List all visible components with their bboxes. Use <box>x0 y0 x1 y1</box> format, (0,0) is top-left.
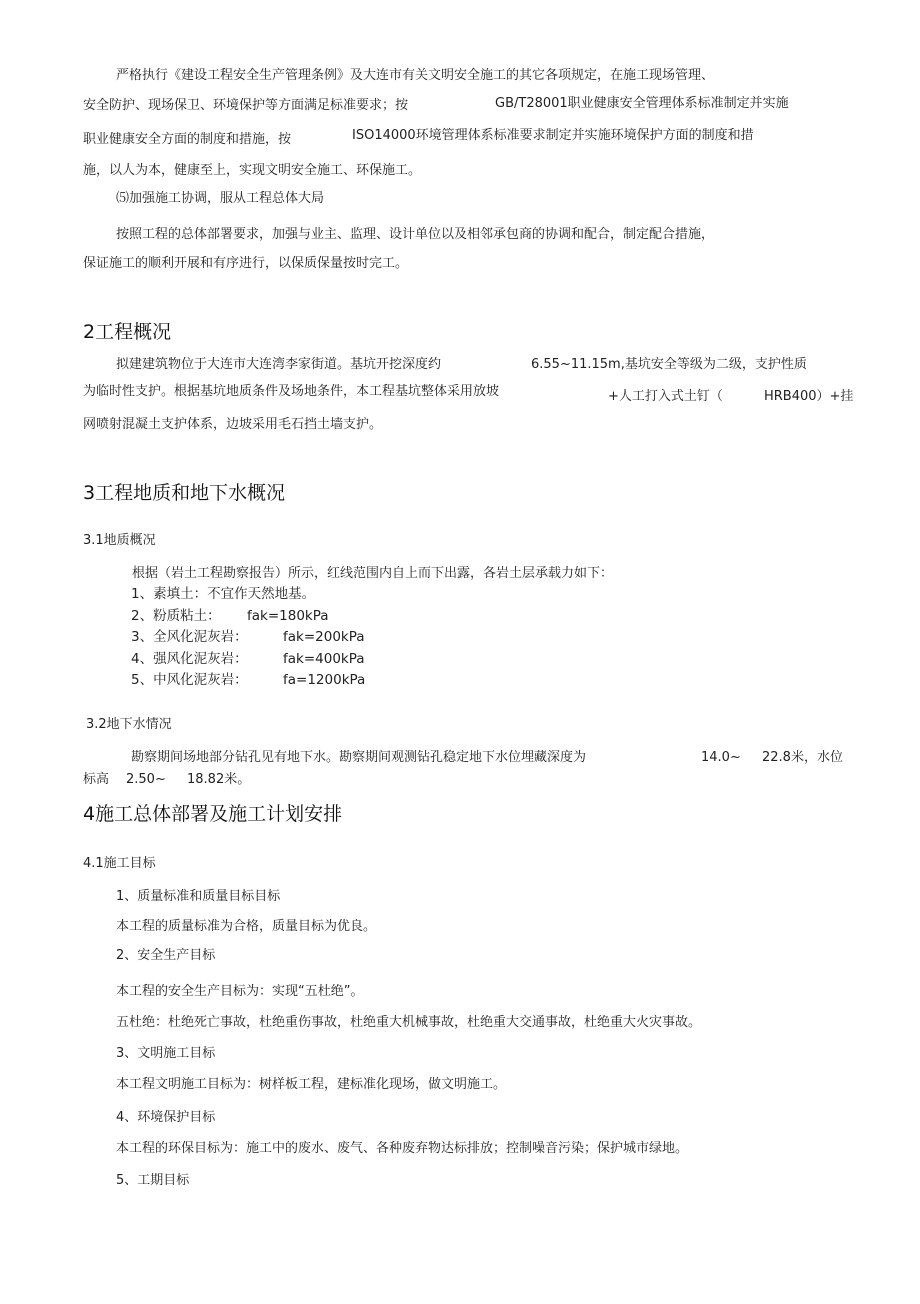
intro-line-3b: ISO14000环境管理体系标准要求制定并实施环境保护方面的制度和措 <box>352 128 754 143</box>
section-3-1-heading: 3.1地质概况 <box>83 533 156 548</box>
soil-layer-item <box>131 606 365 628</box>
s2-line-3: 网喷射混凝土支护体系，边坡采用毛石挡土墙支护。 <box>83 417 383 432</box>
s2-line-2c: HRB400）+挂 <box>764 389 854 404</box>
soil-layer-label: 5、中风化泥灰岩： <box>131 672 248 689</box>
intro-line-4: 施，以人为本，健康至上，实现文明安全施工、环保施工。 <box>83 163 422 178</box>
soil-layer-list <box>131 584 365 692</box>
goal-1-title: 1、质量标准和质量目标目标 <box>116 889 281 904</box>
intro-line-3a: 职业健康安全方面的制度和措施，按 <box>83 132 292 147</box>
goal-2-text-2: 五杜绝：杜绝死亡事故，杜绝重伤事故，杜绝重大机械事故，杜绝重大交通事故，杜绝重大火灾事故。 <box>116 1015 702 1030</box>
intro-line-2a: 安全防护、现场保卫、环境保护等方面满足标准要求；按 <box>83 98 409 113</box>
soil-layer-item <box>131 584 365 606</box>
goal-2-title: 2、安全生产目标 <box>116 948 216 963</box>
item-5-title: ⑸加强施工协调，服从工程总体大局 <box>116 191 325 206</box>
intro-p2-line-1: 按照工程的总体部署要求，加强与业主、监理、设计单位以及相邻承包商的协调和配合，制定配合措施， <box>116 227 715 242</box>
goal-4-title: 4、环境保护目标 <box>116 1110 216 1125</box>
s2-line-1b: 6.55~11.15m,基坑安全等级为二级，支护性质 <box>531 357 807 372</box>
groundwater-line-2a: 标高 <box>83 772 110 787</box>
goal-3-title: 3、文明施工目标 <box>116 1046 216 1061</box>
intro-p2-line-2: 保证施工的顺利开展和有序进行，以保质保量按时完工。 <box>83 256 409 271</box>
soil-layer-label: 4、强风化泥灰岩： <box>131 650 248 667</box>
goal-3-text: 本工程文明施工目标为：树样板工程，建标准化现场，做文明施工。 <box>116 1077 507 1092</box>
intro-line-1: 严格执行《建设工程安全生产管理条例》及大连市有关文明安全施工的其它各项规定，在施工现场管理、 <box>116 68 715 83</box>
goal-5-title: 5、工期目标 <box>116 1173 190 1188</box>
groundwater-line-2c: 18.82米。 <box>187 772 251 787</box>
s2-line-2a: 为临时性支护。根据基坑地质条件及场地条件，本工程基坑整体采用放坡 <box>83 384 500 399</box>
intro-line-2b: GB/T28001职业健康安全管理体系标准制定并实施 <box>495 96 789 111</box>
soil-layer-value: fak=200kPa <box>283 629 365 646</box>
section-3-2-heading: 3.2地下水情况 <box>86 717 172 732</box>
goal-4-text: 本工程的环保目标为：施工中的废水、废气、各种废弃物达标排放；控制噪音污染；保护城市绿地。 <box>116 1141 689 1156</box>
groundwater-line-1c: 22.8米，水位 <box>762 750 843 765</box>
section-2-heading: 2工程概况 <box>83 321 172 343</box>
section-4-1-heading: 4.1施工目标 <box>83 856 156 871</box>
goal-2-text-1: 本工程的安全生产目标为：实现“五杜绝”。 <box>116 984 364 999</box>
soil-layer-label: 2、粉质粘土： <box>131 607 221 624</box>
groundwater-line-1a: 勘察期间场地部分钻孔见有地下水。勘察期间观测钻孔稳定地下水位埋藏深度为 <box>131 750 587 765</box>
groundwater-line-2b: 2.50~ <box>126 772 166 787</box>
goal-1-text: 本工程的质量标准为合格，质量目标为优良。 <box>116 919 377 934</box>
soil-layer-item <box>131 670 365 692</box>
groundwater-line-1b: 14.0~ <box>701 750 741 765</box>
soil-layer-item <box>131 627 365 649</box>
soil-layer-value: fak=400kPa <box>283 650 365 667</box>
geology-intro: 根据（岩土工程勘察报告）所示，红线范围内自上而下出露，各岩土层承载力如下： <box>132 566 614 581</box>
soil-layer-value: fa=1200kPa <box>283 672 366 689</box>
soil-layer-item <box>131 649 365 671</box>
s2-line-1a: 拟建建筑物位于大连市大连湾李家街道。基坑开挖深度约 <box>116 357 442 372</box>
section-3-heading: 3工程地质和地下水概况 <box>83 482 286 504</box>
soil-layer-label: 3、全风化泥灰岩： <box>131 629 248 646</box>
soil-layer-label: 1、素填土：不宜作天然地基。 <box>131 586 316 602</box>
section-4-heading: 4施工总体部署及施工计划安排 <box>83 803 343 825</box>
s2-line-2b: +人工打入式土钉（ <box>608 389 723 404</box>
soil-layer-value: fak=180kPa <box>247 607 329 624</box>
